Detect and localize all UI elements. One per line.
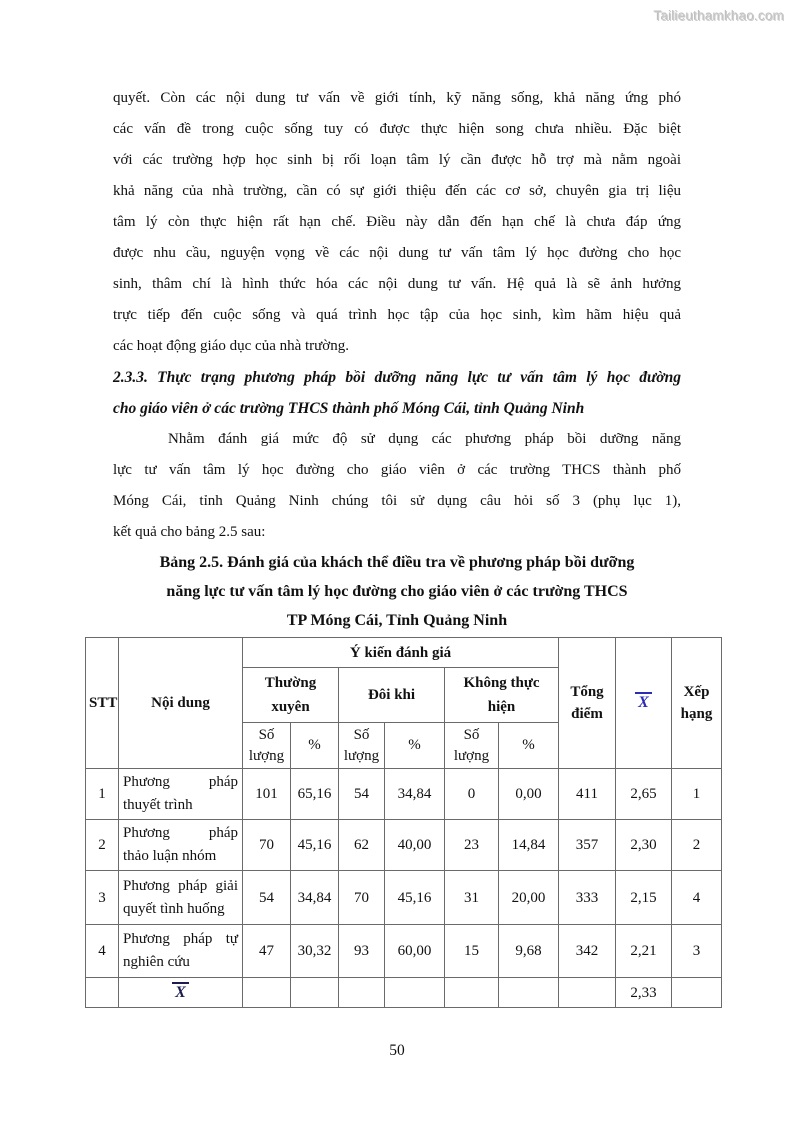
cell-tong-diem: 333 (559, 871, 616, 925)
cell-method-name: Phương pháp tự nghiên cứu (119, 925, 243, 978)
cell-x-bar-mean: 2,33 (616, 978, 672, 1008)
cell-xep-hang: 4 (672, 871, 722, 925)
header-khong-thuc-hien: Không thực hiện (445, 668, 559, 723)
heading-line: cho giáo viên ở các trường THCS thành phố Móng Cái, tỉnh Quảng Ninh (113, 400, 585, 417)
header-doi-khi: Đôi khi (339, 668, 445, 723)
cell-stt: 3 (86, 871, 119, 925)
cell-tong-diem: 357 (559, 820, 616, 871)
cell-empty (291, 978, 339, 1008)
table-row (86, 871, 722, 925)
header-percent: % (385, 723, 445, 769)
paragraph-line: Móng Cái, tỉnh Quảng Ninh chúng tôi sử dụng câu hỏi số 3 (phụ lục 1), (113, 493, 681, 509)
cell-empty (86, 978, 119, 1008)
header-so-luong: Số lượng (339, 723, 385, 769)
cell-stt: 1 (86, 769, 119, 820)
cell-x-bar: 2,65 (616, 769, 672, 820)
cell-x-bar: 2,30 (616, 820, 672, 871)
watermark-text: Tailieuthamkhao.com (654, 9, 785, 24)
table-row (86, 820, 722, 871)
paragraph-line: được nhu cầu, nguyện vọng về các nội dung tư vấn tâm lý học đường cho học (113, 245, 681, 261)
cell-method-name: Phương pháp thuyết trình (119, 769, 243, 820)
cell-dk-so-luong: 54 (339, 769, 385, 820)
cell-xep-hang: 1 (672, 769, 722, 820)
paragraph-line: khả năng của nhà trường, cần có sự giới thiệu đến các cơ sở, chuyên gia trị liệu (113, 183, 681, 199)
heading-line: 2.3.3. Thực trạng phương pháp bồi dưỡng năng lực tư vấn tâm lý học đường (113, 369, 681, 386)
cell-tx-so-luong: 47 (243, 925, 291, 978)
cell-method-name: Phương pháp thảo luận nhóm (119, 820, 243, 871)
cell-tx-percent: 65,16 (291, 769, 339, 820)
caption-line: TP Móng Cái, Tỉnh Quảng Ninh (286, 612, 508, 629)
cell-kth-percent: 14,84 (499, 820, 559, 871)
cell-tx-so-luong: 70 (243, 820, 291, 871)
header-so-luong: Số lượng (243, 723, 291, 769)
cell-empty (385, 978, 445, 1008)
cell-tong-diem: 411 (559, 769, 616, 820)
cell-dk-percent: 34,84 (385, 769, 445, 820)
cell-tx-percent: 30,32 (291, 925, 339, 978)
cell-kth-so-luong: 15 (445, 925, 499, 978)
header-percent: % (499, 723, 559, 769)
cell-kth-percent: 20,00 (499, 871, 559, 925)
cell-kth-so-luong: 23 (445, 820, 499, 871)
paragraph-line: kết quả cho bảng 2.5 sau: (113, 524, 266, 540)
paragraph-line: sinh, thâm chí là hình thức hóa các nội dung tư vấn. Hệ quả là sẽ ảnh hưởng (113, 276, 681, 292)
cell-dk-percent: 45,16 (385, 871, 445, 925)
header-xep-hang: Xếp hạng (672, 638, 722, 769)
paragraph-overview (113, 83, 681, 362)
caption-line: năng lực tư vấn tâm lý học đường cho giáo viên ở các trường THCS (166, 583, 628, 600)
paragraph-line: trực tiếp đến cuộc sống và quá trình học tập của học sinh, kìm hãm hiệu quả (113, 307, 681, 323)
paragraph-line: Nhằm đánh giá mức độ sử dụng các phương pháp bồi dưỡng năng (168, 431, 681, 447)
paragraph-line: các vấn đề trong cuộc sống tuy có được thực hiện song chưa nhiều. Đặc biệt (113, 121, 681, 137)
paragraph-line: quyết. Còn các nội dung tư vấn về giới tính, kỹ năng sống, khả năng ứng phó (113, 90, 681, 106)
cell-empty (339, 978, 385, 1008)
cell-method-name: Phương pháp giải quyết tình huống (119, 871, 243, 925)
table-summary-row (86, 978, 722, 1008)
cell-dk-so-luong: 62 (339, 820, 385, 871)
cell-dk-so-luong: 93 (339, 925, 385, 978)
header-thuong-xuyen: Thường xuyên (243, 668, 339, 723)
paragraph-line: lực tư vấn tâm lý học đường cho giáo viên ở các trường THCS thành phố (113, 462, 681, 478)
paragraph-line: với các trường hợp học sinh bị rối loạn tâm lý cần được hỗ trợ mà nằm ngoài (113, 152, 681, 168)
page-number: 50 (389, 1042, 405, 1059)
header-so-luong: Số lượng (445, 723, 499, 769)
cell-empty (243, 978, 291, 1008)
paragraph-line: tâm lý còn thực hiện rất hạn chế. Điều này dẫn đến hạn chế là chưa đáp ứng (113, 214, 681, 230)
cell-kth-percent: 9,68 (499, 925, 559, 978)
cell-dk-percent: 60,00 (385, 925, 445, 978)
cell-empty (499, 978, 559, 1008)
table-header-row-1 (86, 638, 722, 668)
cell-dk-percent: 40,00 (385, 820, 445, 871)
cell-xep-hang: 3 (672, 925, 722, 978)
cell-empty (672, 978, 722, 1008)
header-x-bar (616, 638, 672, 769)
cell-stt: 2 (86, 820, 119, 871)
cell-empty (559, 978, 616, 1008)
cell-dk-so-luong: 70 (339, 871, 385, 925)
cell-kth-percent: 0,00 (499, 769, 559, 820)
cell-empty (445, 978, 499, 1008)
cell-tong-diem: 342 (559, 925, 616, 978)
cell-tx-percent: 34,84 (291, 871, 339, 925)
cell-tx-so-luong: 101 (243, 769, 291, 820)
paragraph-method-intro (113, 424, 681, 548)
cell-kth-so-luong: 31 (445, 871, 499, 925)
table-row (86, 925, 722, 978)
page-content (113, 83, 681, 635)
cell-tx-percent: 45,16 (291, 820, 339, 871)
caption-line: Bảng 2.5. Đánh giá của khách thể điều tra về phương pháp bồi dưỡng (159, 554, 635, 571)
header-stt: STT (86, 638, 119, 769)
table-caption (113, 548, 681, 635)
cell-kth-so-luong: 0 (445, 769, 499, 820)
header-y-kien-danh-gia: Ý kiến đánh giá (243, 638, 559, 668)
cell-x-bar: 2,21 (616, 925, 672, 978)
header-percent: % (291, 723, 339, 769)
cell-stt: 4 (86, 925, 119, 978)
header-noi-dung: Nội dung (119, 638, 243, 769)
section-heading-2-3-3 (113, 362, 681, 424)
x-bar-symbol: X (635, 692, 652, 712)
survey-results-table (85, 637, 722, 1008)
cell-x-bar-label (119, 978, 243, 1008)
table-row (86, 769, 722, 820)
cell-tx-so-luong: 54 (243, 871, 291, 925)
header-tong-diem: Tổng điểm (559, 638, 616, 769)
x-bar-symbol: X (172, 982, 189, 1002)
paragraph-line: các hoạt động giáo dục của nhà trường. (113, 338, 349, 354)
cell-xep-hang: 2 (672, 820, 722, 871)
cell-x-bar: 2,15 (616, 871, 672, 925)
